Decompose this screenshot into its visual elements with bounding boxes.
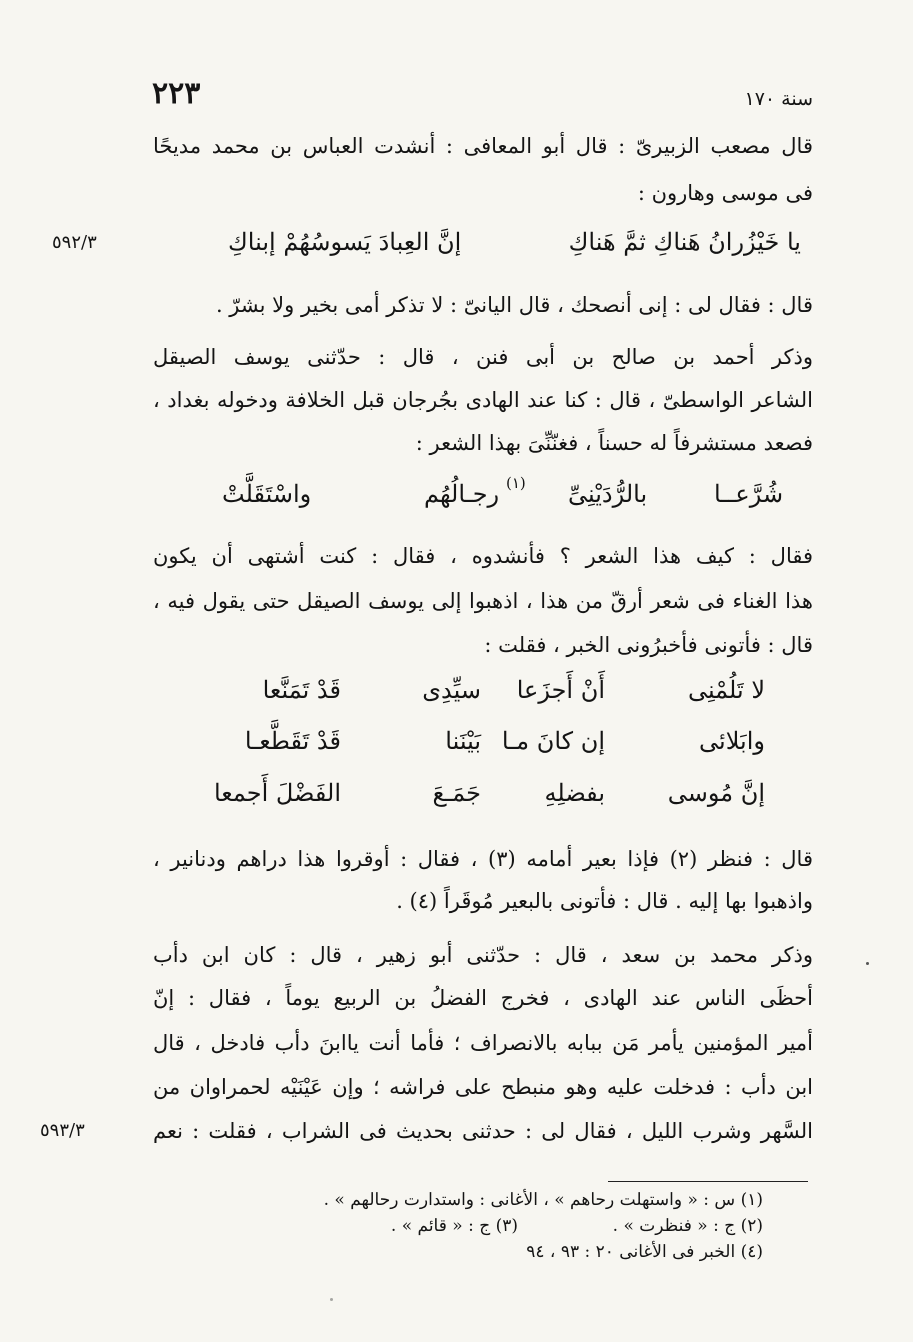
poem-word: لا تَلُمْنِى xyxy=(687,676,765,704)
text-line: قال مصعب الزبيرىّ : قال أبو المعافى : أنشدت العباس بن محمد مديحًا xyxy=(153,134,813,158)
poem-word: قَدْ تَمَنَّعا xyxy=(262,676,341,704)
poem-word: إنَّ مُوسى xyxy=(667,779,765,807)
text-line: قال : فأتونى فأخبرُونى الخبر ، فقلت : xyxy=(484,633,813,657)
margin-reference: ٥٩٣/٣ xyxy=(40,1120,85,1141)
text-line: أمير المؤمنين يأمر مَن ببابه بالانصراف ؛ فأما أنت ياابنَ دأب فادخل ، قال xyxy=(153,1031,813,1055)
text-line: فصعد مستشرفاً له حسناً ، فغنّنِّىَ بهذا الشعر : xyxy=(415,431,813,455)
text-line: أحظَى الناس عند الهادى ، فخرج الفضلُ بن الربيع يوماً ، فقال : إنّ xyxy=(153,986,813,1010)
text-line: قال : فقال لى : إنى أنصحك ، قال اليانىّ : لا تذكر أمى بخير ولا بشرّ . xyxy=(215,293,813,317)
verse-word: واسْتَقَلَّتْ xyxy=(222,480,312,508)
poem-word: قَدْ تَقَطَّعـا xyxy=(244,727,341,755)
margin-reference: ٥٩٢/٣ xyxy=(52,232,97,253)
poem-word: وابَلائى xyxy=(699,727,765,755)
poem-word: سيِّدِى xyxy=(422,676,481,704)
footnote-marker: (١) xyxy=(506,474,526,492)
text-line: فى موسى وهارون : xyxy=(637,181,813,205)
poem-word: الفَضْلَ أَجمعا xyxy=(213,779,341,807)
verse-word: رجـالُهُم xyxy=(424,480,500,508)
poem-word: بفضلِهِ xyxy=(544,779,605,807)
footnote: (١) س : « واستهلت رحاهم » ، الأغانى : واستدارت رحالهم » . xyxy=(323,1190,763,1210)
running-head-year: سنة ١٧٠ xyxy=(744,88,813,110)
poem-word: جَمَـعَ xyxy=(432,779,481,807)
footnote-rule xyxy=(608,1181,808,1182)
scan-speck xyxy=(330,1298,333,1301)
verse-hemistich-left: إنَّ العِبادَ يَسوسُهُمْ إبناكِ xyxy=(228,228,462,256)
footnote: (٢) ج : « فنظرت » . xyxy=(612,1216,763,1236)
footnote: (٣) ج : « قائم » . xyxy=(390,1216,518,1236)
text-line: هذا الغناء فى شعر أرقّ من هذا ، اذهبوا إلى يوسف الصيقل حتى يقول فيه ، xyxy=(153,589,813,613)
scan-speck xyxy=(866,962,869,965)
verse-word: شُرَّعــا xyxy=(714,480,784,508)
page-number: ٢٢٣ xyxy=(152,76,201,111)
text-line: وذكر محمد بن سعد ، قال : حدّثنى أبو زهير ، قال : كان ابن دأب xyxy=(153,943,813,967)
verse-hemistich-right: يا خَيْزُرانُ هَناكِ ثمَّ هَناكِ xyxy=(568,228,801,256)
text-line: واذهبوا بها إليه . قال : فأتونى بالبعير مُوقَراً (٤) . xyxy=(396,889,813,913)
text-line: وذكر أحمد بن صالح بن أبى فنن ، قال : حدّثنى يوسف الصيقل xyxy=(153,345,813,369)
footnote: (٤) الخبر فى الأغانى ٢٠ : ٩٣ ، ٩٤ xyxy=(526,1242,763,1262)
poem-word: إن كانَ مـا xyxy=(501,727,605,755)
text-line: فقال : كيف هذا الشعر ؟ فأنشدوه ، فقال : كنت أشتهى أن يكون xyxy=(153,544,813,568)
poem-word: بَيْنَنا xyxy=(445,727,481,755)
text-line: السَّهر وشرب الليل ، فقال لى : حدثنى بحديث فى الشراب ، فقلت : نعم xyxy=(153,1119,813,1143)
text-line: قال : فنظر (٢) فإذا بعير أمامه (٣) ، فقال : أوقروا هذا دراهم ودنانير ، xyxy=(153,847,813,871)
poem-word: أَنْ أَجزَعا xyxy=(516,676,605,704)
verse-word: بالرُّدَيْنِىِّ xyxy=(568,480,648,508)
text-line: ابن دأب : فدخلت عليه وهو منبطح على فراشه ؛ وإن عَيْنَيْه لحمراوان من xyxy=(153,1075,813,1099)
text-line: الشاعر الواسطىّ ، قال : كنا عند الهادى بجُرجان قبل الخلافة ودخوله بغداد ، xyxy=(153,388,813,412)
